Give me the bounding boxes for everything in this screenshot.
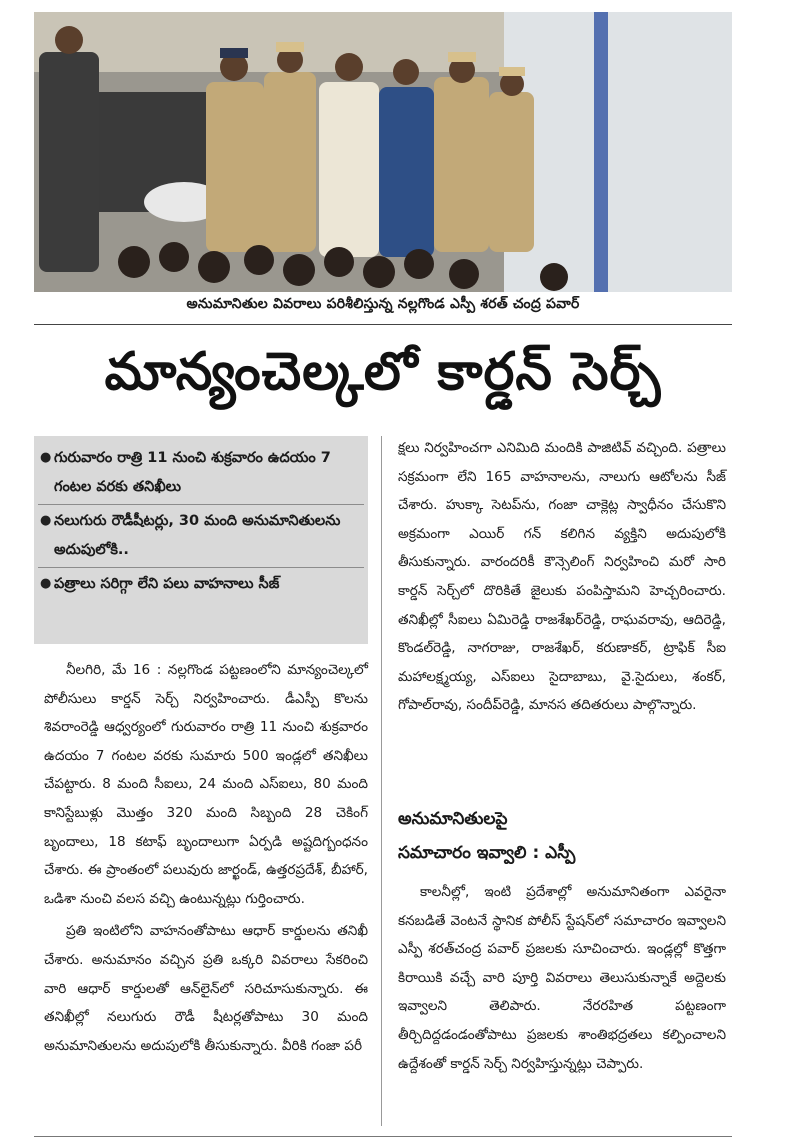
- bullet-icon: ●: [40, 450, 52, 465]
- left-column: [44, 656, 368, 1064]
- highlight-text: నలుగురు రౌడీషీటర్లు, 30 మంది అనుమానితులను అదుపులోకి..: [54, 513, 341, 558]
- bottom-divider: [34, 1136, 732, 1137]
- body-paragraph: క్షలు నిర్వహించగా ఎనిమిది మందికి పాజిటివ్ వచ్చింది. పత్రాలు సక్రమంగా లేని 165 వాహనాలను, నాలుగు ఆటోలను సీజ్ చేశారు. హుక్కా సెటప్‌ను, గంజా చాక్లెట్ల స్వాధీనం చేసుకొని అక్రమంగా ఎయిర్ గన్ కలిగిన వ్యక్తిని అదుపులోకి తీసుకున్నారు. వారందరికీ కౌన్సెలింగ్ నిర్వహించి మరో సారి కార్డన్ సెర్చ్‌లో దొరికితే జైలుకు పంపిస్తామని హెచ్చరించారు. తనిఖీల్లో సీఐలు ఏమిరెడ్డి రాజశేఖర్‌రెడ్డి, రాఘవరావు, ఆదిరెడ్డి, కొండల్‌రెడ్డి, నాగరాజు, రాజశేఖర్, కరుణాకర్, ట్రాఫిక్ సీఐ మహాలక్ష్మయ్య, ఎస్ఐలు సైదాబాబు, వై.సైదులు, శంకర్, గోపాల్‌రావు, సందీప్‌రెడ్డి, మానస తదితరులు పాల్గొన్నారు.: [398, 440, 726, 714]
- caption-divider: [34, 324, 732, 325]
- body-paragraph: కాలనీల్లో, ఇంటి ప్రదేశాల్లో అనుమానితంగా ఎవరైనా కనబడితే వెంటనే స్థానిక పోలీస్ స్టేషన్‌లో సమాచారం ఇవ్వాలని ఎస్పీ శరత్‌చంద్ర పవార్ ప్రజలకు సూచించారు. ఇండ్లల్లో కొత్తగా కిరాయికి వచ్చే వారి పూర్తి వివరాలు తెలుసుకున్నాకే అద్దెలకు ఇవ్వాలని తెలిపారు. నేరరహిత పట్టణంగా తీర్చిదిద్దడండంతోపాటు ప్రజలకు శాంతిభద్రతలు కల్పించాలని ఉద్దేశంతో కార్డన్ సెర్చ్ నిర్వహిస్తున్నట్లు చెప్పారు.: [398, 884, 726, 1072]
- highlight-text: గురువారం రాత్రి 11 నుంచి శుక్రవారం ఉదయం 7 గంటల వరకు తనిఖీలు: [54, 450, 331, 495]
- highlight-item: [34, 570, 368, 599]
- subheading-line: అనుమానితులపై: [398, 809, 508, 829]
- headline: మాన్యంచెల్కలో కార్డన్ సెర్చ్: [104, 342, 662, 402]
- photo-caption: అనుమానితుల వివరాలు పరిశీలిస్తున్న నల్లగొండ ఎస్పీ శరత్ చంద్ర పవార్: [186, 296, 580, 312]
- body-paragraph: నీలగిరి, మే 16 : నల్లగొండ పట్టణంలోని మాన్యంచెల్కలో పోలీసులు కార్డన్ సెర్చ్ నిర్వహించారు. డీఎస్పీ కొలను శివరాంరెడ్డి ఆధ్వర్యంలో గురువారం రాత్రి 11 నుంచి శుక్రవారం ఉదయం 7 గంటల వరకు సుమారు 500 ఇండ్లలో తనిఖీలు చేపట్టారు. 8 మంది సీఐలు, 24 మంది ఎస్ఐలు, 80 మంది కానిస్టేబుళ్లు మొత్తం 320 మంది సిబ్బంది 28 చెకింగ్ బృందాలు, 18 కటాఫ్ బృందాలుగా ఏర్పడి అష్టదిగ్బంధనం చేశారు. ఈ ప్రాంతంలో పలువురు జార్ఖండ్, ఉత్తరప్రదేశ్, బీహార్, ఒడిశా నుంచి వలస వచ్చి ఉంటున్నట్లు గుర్తించారు.: [44, 662, 368, 907]
- right-column-top: [398, 434, 726, 724]
- bullet-icon: ●: [40, 576, 52, 591]
- right-column-bottom: [398, 878, 726, 1082]
- body-paragraph: ప్రతి ఇంటిలోని వాహనంతోపాటు ఆధార్ కార్డులను తనిఖీ చేశారు. అనుమానం వచ్చిన ప్రతి ఒక్కరి వివరాలు సేకరించి వారి ఆధార్ కార్డులతో ఆన్‌లైన్‌లో సరిచూసుకున్నారు. ఈ తనిఖీల్లో నలుగురు రౌడీ షీటర్లతోపాటు 30 మంది అనుమానితులను అదుపులోకి తీసుకున్నారు. వీరికి గంజా పరీ: [44, 923, 368, 1054]
- highlight-text: పత్రాలు సరిగ్గా లేని పలు వాహనాలు సీజ్: [54, 576, 280, 592]
- bullet-icon: ●: [40, 513, 52, 528]
- news-photo: [34, 12, 732, 292]
- police-officers-photo-icon: [34, 12, 732, 292]
- highlight-divider: [38, 567, 364, 568]
- highlight-item: [34, 444, 368, 502]
- subheading: [398, 802, 726, 870]
- column-divider: [381, 436, 382, 1126]
- highlight-divider: [38, 504, 364, 505]
- highlights-box: [34, 436, 368, 644]
- highlight-item: [34, 507, 368, 565]
- subheading-line: సమాచారం ఇవ్వాలి : ఎస్పీ: [398, 843, 576, 863]
